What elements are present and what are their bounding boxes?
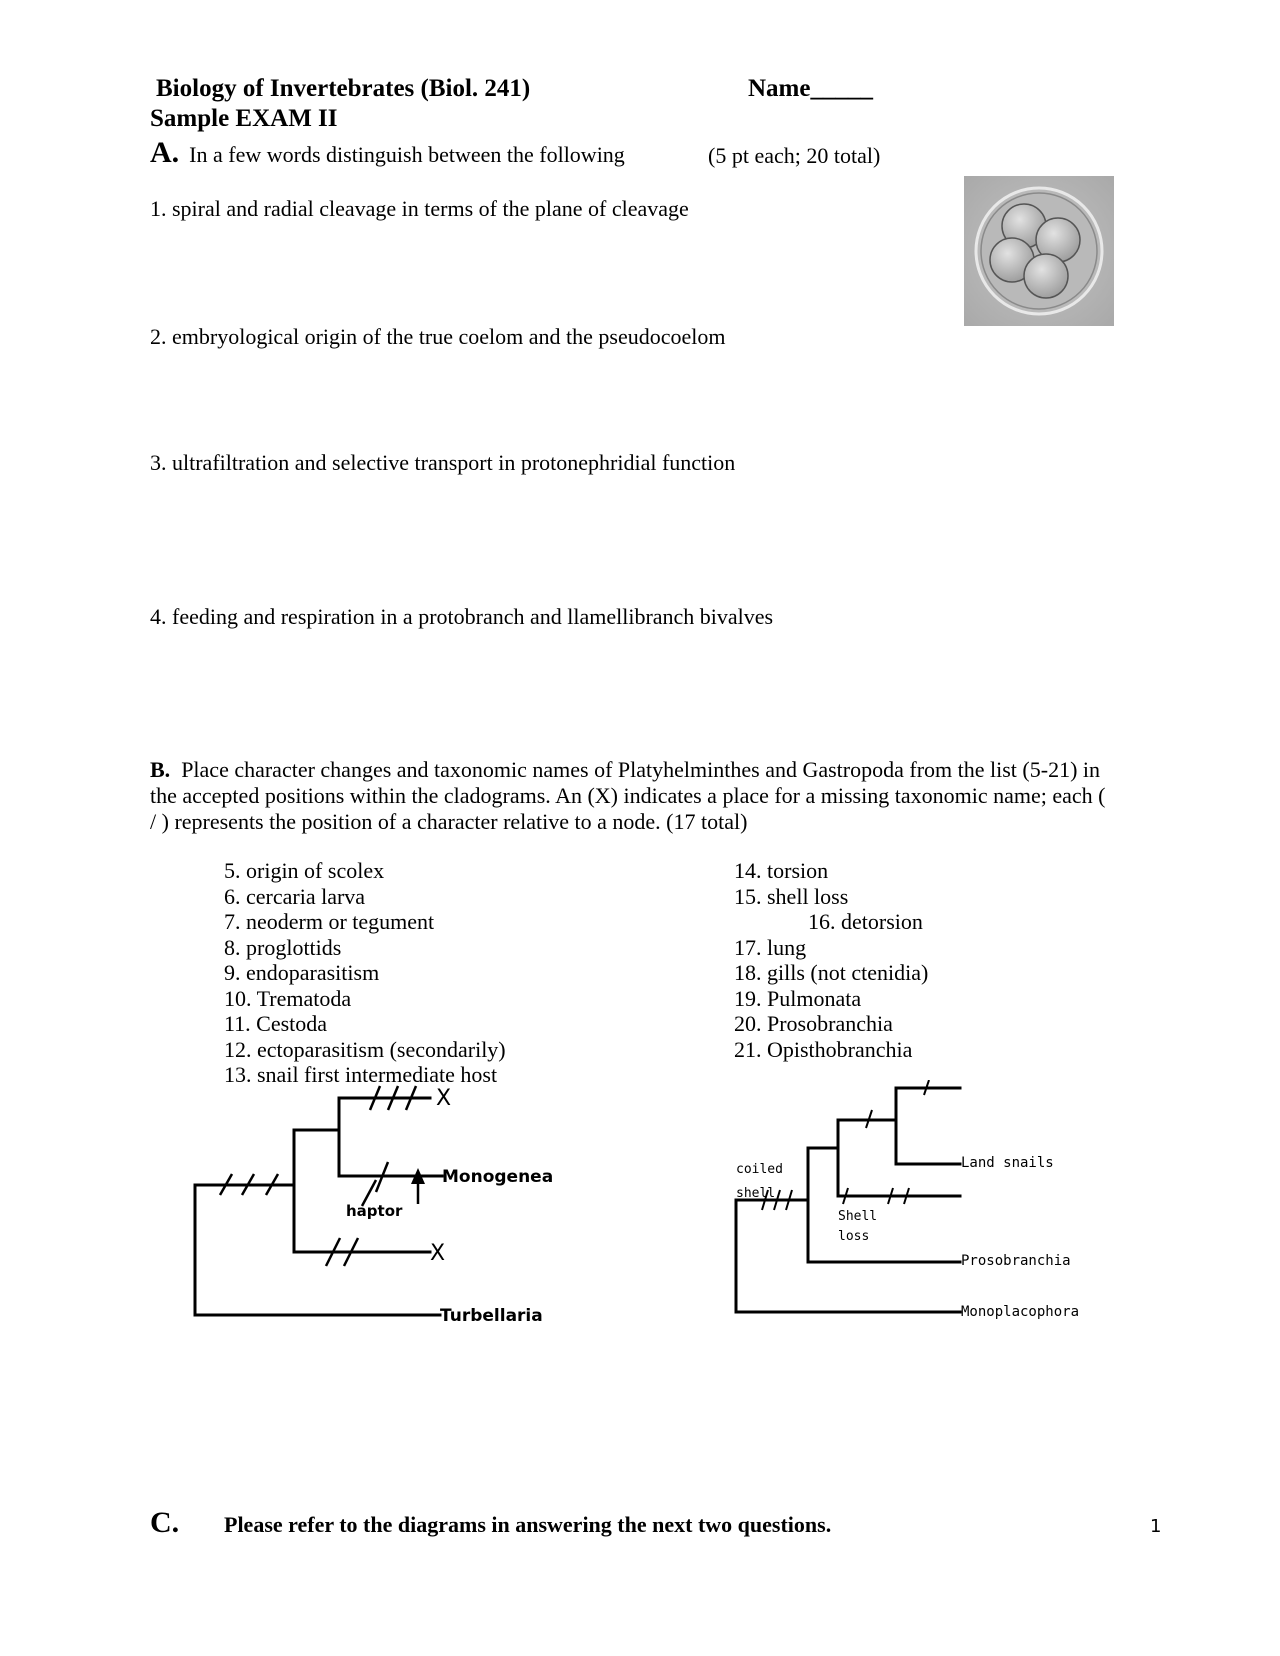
section-a-heading xyxy=(150,136,625,170)
name-field-label: Name_____ xyxy=(748,75,873,102)
label-prosobranchia: Prosobranchia xyxy=(961,1253,1071,1269)
list-item: 18. gills (not ctenidia) xyxy=(734,960,929,985)
list-item: 14. torsion xyxy=(734,858,829,883)
label-land-snails: Land snails xyxy=(961,1155,1054,1171)
question-4: 4. feeding and respiration in a protobranch and llamellibranch bivalves xyxy=(150,604,774,629)
question-1: 1. spiral and radial cleavage in terms of the plane of cleavage xyxy=(150,196,689,221)
character-ticks xyxy=(762,1080,929,1210)
land-snails-branch xyxy=(896,1088,960,1164)
section-c-letter: C. xyxy=(150,1506,180,1539)
list-item: 12. ectoparasitism (secondarily) xyxy=(224,1036,506,1062)
label-monogenea: Monogenea xyxy=(442,1167,554,1187)
list-item: 21. Opisthobranchia xyxy=(734,1036,913,1062)
list-item: 5. origin of scolex xyxy=(224,858,385,883)
list-item: 16. detorsion xyxy=(808,909,923,934)
embryo-image xyxy=(964,176,1114,326)
character-list-left xyxy=(224,858,506,1088)
label-shell-loss-2: loss xyxy=(838,1229,870,1244)
question-3: 3. ultrafiltration and selective transport in protonephridial function xyxy=(150,450,736,475)
section-a-points: (5 pt each; 20 total) xyxy=(708,143,881,168)
label-monoplacophora: Monoplacophora xyxy=(961,1304,1080,1320)
section-b-letter: B. xyxy=(150,757,171,782)
list-item: 17. lung xyxy=(734,934,807,960)
x-mark-bottom: X xyxy=(430,1241,446,1266)
turbellaria-branch xyxy=(195,1185,440,1315)
label-shell: shell xyxy=(736,1186,776,1201)
section-b-instruction: Place character changes and taxonomic names of Platyhelminthes and Gastropoda from the list (5-21) in the accepted positions within the cladograms. An (X) indicates a place for a missing taxonomic name; each ( / ) represents the position of a character relative to a node. (17 total) xyxy=(150,757,1106,834)
exam-title: Sample EXAM II xyxy=(150,105,338,132)
shell-loss-branch xyxy=(838,1120,960,1196)
list-item: 7. neoderm or tegument xyxy=(224,909,435,934)
node-1-branch xyxy=(294,1130,430,1252)
character-list-right xyxy=(734,858,928,1062)
list-item: 6. cercaria larva xyxy=(224,883,366,909)
flatworm-cladogram xyxy=(180,1080,580,1340)
section-b-paragraph xyxy=(150,757,1110,835)
page-number: 1 xyxy=(1150,1516,1162,1537)
list-item: 15. shell loss xyxy=(734,883,849,909)
list-item: 13. snail first intermediate host xyxy=(224,1062,498,1087)
gastropod-cladogram xyxy=(728,1080,1108,1320)
label-haptor: haptor xyxy=(346,1202,403,1220)
list-item: 11. Cestoda xyxy=(224,1011,328,1036)
list-item: 19. Pulmonata xyxy=(734,985,862,1011)
list-item: 10. Trematoda xyxy=(224,985,352,1011)
section-a-instruction: In a few words distinguish between the following xyxy=(189,142,625,167)
x-mark-top: X xyxy=(436,1086,452,1111)
monogenea-branch xyxy=(339,1098,442,1176)
label-shell-loss-1: Shell xyxy=(838,1209,878,1224)
list-item: 9. endoparasitism xyxy=(224,960,380,985)
list-item: 8. proglottids xyxy=(224,934,342,960)
label-coiled: coiled xyxy=(736,1162,783,1177)
course-title: Biology of Invertebrates (Biol. 241) xyxy=(156,75,531,102)
question-2: 2. embryological origin of the true coelom and the pseudocoelom xyxy=(150,324,726,349)
list-item: 20. Prosobranchia xyxy=(734,1011,893,1036)
section-a-letter: A. xyxy=(150,136,180,169)
section-c-instruction: Please refer to the diagrams in answering the next two questions. xyxy=(224,1512,832,1537)
label-turbellaria: Turbellaria xyxy=(440,1306,543,1326)
